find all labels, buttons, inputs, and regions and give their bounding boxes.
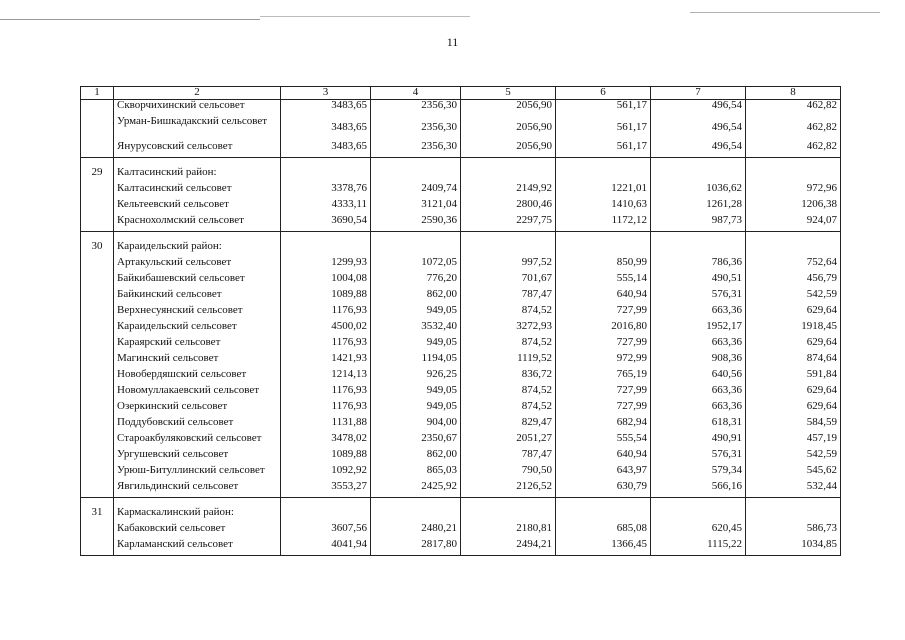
table-row	[81, 305, 841, 321]
value-cell: 663,36	[651, 385, 746, 401]
empty-cell	[461, 157, 556, 167]
value-cell: 727,99	[556, 337, 651, 353]
empty-cell	[281, 231, 371, 241]
value-cell: 2056,90	[461, 99, 556, 116]
value-cell: 640,56	[651, 369, 746, 385]
value-cell: 496,54	[651, 99, 746, 116]
value-cell: 532,44	[746, 481, 841, 498]
settlement-name: Урюш-Битуллинский сельсовет	[114, 465, 281, 481]
empty-cell	[81, 199, 114, 215]
empty-cell	[556, 241, 651, 257]
value-cell: 904,00	[371, 417, 461, 433]
value-cell: 586,73	[746, 523, 841, 539]
table-row	[81, 523, 841, 539]
table-row	[81, 433, 841, 449]
value-cell: 727,99	[556, 305, 651, 321]
value-cell: 629,64	[746, 337, 841, 353]
value-cell: 727,99	[556, 401, 651, 417]
empty-cell	[371, 167, 461, 183]
empty-cell	[281, 167, 371, 183]
empty-cell	[746, 231, 841, 241]
value-cell: 1366,45	[556, 539, 651, 556]
empty-cell	[281, 157, 371, 167]
settlement-name: Артакульский сельсовет	[114, 257, 281, 273]
value-cell: 1261,28	[651, 199, 746, 215]
value-cell: 1115,22	[651, 539, 746, 556]
empty-cell	[461, 507, 556, 523]
empty-cell	[556, 231, 651, 241]
empty-cell	[81, 183, 114, 199]
empty-cell	[556, 497, 651, 507]
value-cell: 3607,56	[281, 523, 371, 539]
value-cell: 1172,12	[556, 215, 651, 232]
value-cell: 1299,93	[281, 257, 371, 273]
district-row	[81, 167, 841, 183]
value-cell: 490,51	[651, 273, 746, 289]
empty-cell	[81, 141, 114, 158]
value-cell: 987,73	[651, 215, 746, 232]
value-cell: 1421,93	[281, 353, 371, 369]
value-cell: 776,20	[371, 273, 461, 289]
district-row	[81, 241, 841, 257]
empty-cell	[556, 507, 651, 523]
empty-cell	[651, 497, 746, 507]
empty-cell	[746, 167, 841, 183]
value-cell: 490,91	[651, 433, 746, 449]
scan-artifact-line	[260, 16, 470, 17]
value-cell: 629,64	[746, 385, 841, 401]
value-cell: 462,82	[746, 141, 841, 158]
value-cell: 2149,92	[461, 183, 556, 199]
empty-cell	[81, 385, 114, 401]
settlement-name: Поддубовский сельсовет	[114, 417, 281, 433]
settlement-name: Краснохолмский сельсовет	[114, 215, 281, 232]
district-title: Кармаскалинский район:	[114, 507, 281, 523]
empty-cell	[371, 497, 461, 507]
value-cell: 3483,65	[281, 116, 371, 141]
column-number: 4	[371, 87, 461, 100]
value-cell: 727,99	[556, 385, 651, 401]
value-cell: 865,03	[371, 465, 461, 481]
empty-cell	[461, 231, 556, 241]
table-row	[81, 99, 841, 116]
value-cell: 462,82	[746, 99, 841, 116]
empty-cell	[81, 369, 114, 385]
table-body	[81, 87, 841, 556]
value-cell: 2425,92	[371, 481, 461, 498]
settlement-name: Новобердяшский сельсовет	[114, 369, 281, 385]
value-cell: 3121,04	[371, 199, 461, 215]
value-cell: 542,59	[746, 289, 841, 305]
settlement-name: Караидельский сельсовет	[114, 321, 281, 337]
value-cell: 752,64	[746, 257, 841, 273]
empty-cell	[281, 241, 371, 257]
value-cell: 2494,21	[461, 539, 556, 556]
column-number: 6	[556, 87, 651, 100]
value-cell: 685,08	[556, 523, 651, 539]
value-cell: 555,14	[556, 273, 651, 289]
value-cell: 618,31	[651, 417, 746, 433]
value-cell: 3553,27	[281, 481, 371, 498]
value-cell: 555,54	[556, 433, 651, 449]
value-cell: 457,19	[746, 433, 841, 449]
value-cell: 924,07	[746, 215, 841, 232]
value-cell: 1176,93	[281, 337, 371, 353]
table-row	[81, 141, 841, 158]
empty-cell	[746, 497, 841, 507]
empty-cell	[371, 157, 461, 167]
settlement-name: Ургушевский сельсовет	[114, 449, 281, 465]
table-row	[81, 481, 841, 498]
empty-cell	[81, 305, 114, 321]
column-number: 2	[114, 87, 281, 100]
value-cell: 4333,11	[281, 199, 371, 215]
value-cell: 2056,90	[461, 116, 556, 141]
empty-cell	[746, 241, 841, 257]
value-cell: 972,96	[746, 183, 841, 199]
value-cell: 2817,80	[371, 539, 461, 556]
value-cell: 630,79	[556, 481, 651, 498]
value-cell: 1918,45	[746, 321, 841, 337]
value-cell: 643,97	[556, 465, 651, 481]
value-cell: 836,72	[461, 369, 556, 385]
data-table	[80, 86, 841, 556]
table-row	[81, 215, 841, 232]
settlement-name: Верхнесуянский сельсовет	[114, 305, 281, 321]
settlement-name: Урман-Бишкадакский сельсовет	[114, 116, 281, 141]
empty-cell	[371, 241, 461, 257]
value-cell: 462,82	[746, 116, 841, 141]
column-number: 5	[461, 87, 556, 100]
district-title: Караидельский район:	[114, 241, 281, 257]
column-number: 8	[746, 87, 841, 100]
value-cell: 4041,94	[281, 539, 371, 556]
district-title: Калтасинский район:	[114, 167, 281, 183]
table-row	[81, 401, 841, 417]
empty-cell	[556, 167, 651, 183]
empty-cell	[461, 167, 556, 183]
value-cell: 584,59	[746, 417, 841, 433]
column-number-row	[81, 87, 841, 100]
value-cell: 787,47	[461, 449, 556, 465]
value-cell: 561,17	[556, 141, 651, 158]
value-cell: 542,59	[746, 449, 841, 465]
value-cell: 2480,21	[371, 523, 461, 539]
value-cell: 829,47	[461, 417, 556, 433]
value-cell: 1176,93	[281, 385, 371, 401]
empty-cell	[371, 507, 461, 523]
empty-cell	[81, 116, 114, 141]
value-cell: 3272,93	[461, 321, 556, 337]
value-cell: 850,99	[556, 257, 651, 273]
value-cell: 3690,54	[281, 215, 371, 232]
value-cell: 576,31	[651, 449, 746, 465]
value-cell: 862,00	[371, 289, 461, 305]
empty-cell	[651, 157, 746, 167]
empty-cell	[81, 417, 114, 433]
value-cell: 2356,30	[371, 116, 461, 141]
value-cell: 640,94	[556, 289, 651, 305]
value-cell: 2590,36	[371, 215, 461, 232]
settlement-name: Скворчихинский сельсовет	[114, 99, 281, 116]
value-cell: 561,17	[556, 99, 651, 116]
value-cell: 874,64	[746, 353, 841, 369]
settlement-name: Явгильдинский сельсовет	[114, 481, 281, 498]
value-cell: 663,36	[651, 305, 746, 321]
value-cell: 496,54	[651, 141, 746, 158]
table-row	[81, 417, 841, 433]
table-row	[81, 183, 841, 199]
value-cell: 3483,65	[281, 141, 371, 158]
value-cell: 972,99	[556, 353, 651, 369]
empty-cell	[556, 157, 651, 167]
column-number: 3	[281, 87, 371, 100]
empty-cell	[81, 539, 114, 556]
value-cell: 663,36	[651, 401, 746, 417]
district-number: 31	[81, 507, 114, 523]
empty-cell	[651, 507, 746, 523]
empty-cell	[651, 241, 746, 257]
value-cell: 629,64	[746, 401, 841, 417]
value-cell: 787,47	[461, 289, 556, 305]
value-cell: 790,50	[461, 465, 556, 481]
settlement-name: Кабаковский сельсовет	[114, 523, 281, 539]
value-cell: 1221,01	[556, 183, 651, 199]
value-cell: 765,19	[556, 369, 651, 385]
value-cell: 566,16	[651, 481, 746, 498]
table-row	[81, 273, 841, 289]
empty-cell	[81, 481, 114, 498]
value-cell: 701,67	[461, 273, 556, 289]
empty-cell	[281, 497, 371, 507]
table-row	[81, 337, 841, 353]
value-cell: 1036,62	[651, 183, 746, 199]
table-row	[81, 449, 841, 465]
settlement-name: Байкинский сельсовет	[114, 289, 281, 305]
value-cell: 456,79	[746, 273, 841, 289]
value-cell: 2356,30	[371, 141, 461, 158]
value-cell: 620,45	[651, 523, 746, 539]
value-cell: 1089,88	[281, 449, 371, 465]
value-cell: 1952,17	[651, 321, 746, 337]
settlement-name: Янурусовский сельсовет	[114, 141, 281, 158]
empty-cell	[81, 273, 114, 289]
value-cell: 1176,93	[281, 305, 371, 321]
empty-cell	[81, 465, 114, 481]
value-cell: 2409,74	[371, 183, 461, 199]
value-cell: 949,05	[371, 385, 461, 401]
value-cell: 1034,85	[746, 539, 841, 556]
value-cell: 862,00	[371, 449, 461, 465]
settlement-name: Карламанский сельсовет	[114, 539, 281, 556]
value-cell: 629,64	[746, 305, 841, 321]
value-cell: 997,52	[461, 257, 556, 273]
value-cell: 2016,80	[556, 321, 651, 337]
value-cell: 2350,67	[371, 433, 461, 449]
table-row	[81, 465, 841, 481]
settlement-name: Озеркинский сельсовет	[114, 401, 281, 417]
value-cell: 3483,65	[281, 99, 371, 116]
value-cell: 949,05	[371, 305, 461, 321]
empty-cell	[81, 257, 114, 273]
value-cell: 496,54	[651, 116, 746, 141]
value-cell: 576,31	[651, 289, 746, 305]
value-cell: 3478,02	[281, 433, 371, 449]
empty-cell	[81, 289, 114, 305]
value-cell: 949,05	[371, 401, 461, 417]
value-cell: 874,52	[461, 305, 556, 321]
scan-artifact-line	[0, 19, 260, 20]
table-row	[81, 539, 841, 556]
value-cell: 2051,27	[461, 433, 556, 449]
value-cell: 545,62	[746, 465, 841, 481]
value-cell: 3532,40	[371, 321, 461, 337]
value-cell: 874,52	[461, 337, 556, 353]
empty-cell	[746, 507, 841, 523]
value-cell: 1089,88	[281, 289, 371, 305]
settlement-name: Магинский сельсовет	[114, 353, 281, 369]
settlement-name: Караярский сельсовет	[114, 337, 281, 353]
value-cell: 561,17	[556, 116, 651, 141]
value-cell: 591,84	[746, 369, 841, 385]
value-cell: 1410,63	[556, 199, 651, 215]
empty-cell	[81, 99, 114, 116]
district-number: 30	[81, 241, 114, 257]
empty-cell	[461, 241, 556, 257]
table-row	[81, 321, 841, 337]
value-cell: 1072,05	[371, 257, 461, 273]
table-row	[81, 199, 841, 215]
table-row	[81, 116, 841, 141]
empty-cell	[81, 321, 114, 337]
value-cell: 949,05	[371, 337, 461, 353]
value-cell: 640,94	[556, 449, 651, 465]
value-cell: 3378,76	[281, 183, 371, 199]
column-number: 1	[81, 87, 114, 100]
value-cell: 1004,08	[281, 273, 371, 289]
value-cell: 2800,46	[461, 199, 556, 215]
empty-cell	[81, 433, 114, 449]
settlement-name: Кельтеевский сельсовет	[114, 199, 281, 215]
value-cell: 2356,30	[371, 99, 461, 116]
scan-artifact-line	[690, 12, 880, 13]
value-cell: 926,25	[371, 369, 461, 385]
table-row	[81, 353, 841, 369]
value-cell: 1194,05	[371, 353, 461, 369]
value-cell: 2297,75	[461, 215, 556, 232]
value-cell: 786,36	[651, 257, 746, 273]
empty-cell	[651, 231, 746, 241]
empty-cell	[81, 215, 114, 232]
value-cell: 579,34	[651, 465, 746, 481]
table-row	[81, 369, 841, 385]
empty-cell	[81, 449, 114, 465]
settlement-name: Староакбуляковский сельсовет	[114, 433, 281, 449]
district-number: 29	[81, 167, 114, 183]
table-row	[81, 289, 841, 305]
value-cell: 4500,02	[281, 321, 371, 337]
value-cell: 2056,90	[461, 141, 556, 158]
value-cell: 1176,93	[281, 401, 371, 417]
settlement-name: Байкибашевский сельсовет	[114, 273, 281, 289]
value-cell: 874,52	[461, 401, 556, 417]
value-cell: 1119,52	[461, 353, 556, 369]
value-cell: 1131,88	[281, 417, 371, 433]
value-cell: 682,94	[556, 417, 651, 433]
settlement-name: Калтасинский сельсовет	[114, 183, 281, 199]
page-number: 11	[446, 35, 459, 49]
table-row	[81, 385, 841, 401]
empty-cell	[746, 157, 841, 167]
district-row	[81, 507, 841, 523]
column-number: 7	[651, 87, 746, 100]
empty-cell	[281, 507, 371, 523]
empty-cell	[371, 231, 461, 241]
value-cell: 1214,13	[281, 369, 371, 385]
empty-cell	[81, 401, 114, 417]
value-cell: 663,36	[651, 337, 746, 353]
empty-cell	[81, 337, 114, 353]
value-cell: 908,36	[651, 353, 746, 369]
value-cell: 1206,38	[746, 199, 841, 215]
value-cell: 874,52	[461, 385, 556, 401]
value-cell: 2180,81	[461, 523, 556, 539]
table-row	[81, 257, 841, 273]
empty-cell	[81, 353, 114, 369]
empty-cell	[651, 167, 746, 183]
empty-cell	[81, 523, 114, 539]
value-cell: 2126,52	[461, 481, 556, 498]
settlement-name: Новомуллакаевский сельсовет	[114, 385, 281, 401]
empty-cell	[461, 497, 556, 507]
value-cell: 1092,92	[281, 465, 371, 481]
